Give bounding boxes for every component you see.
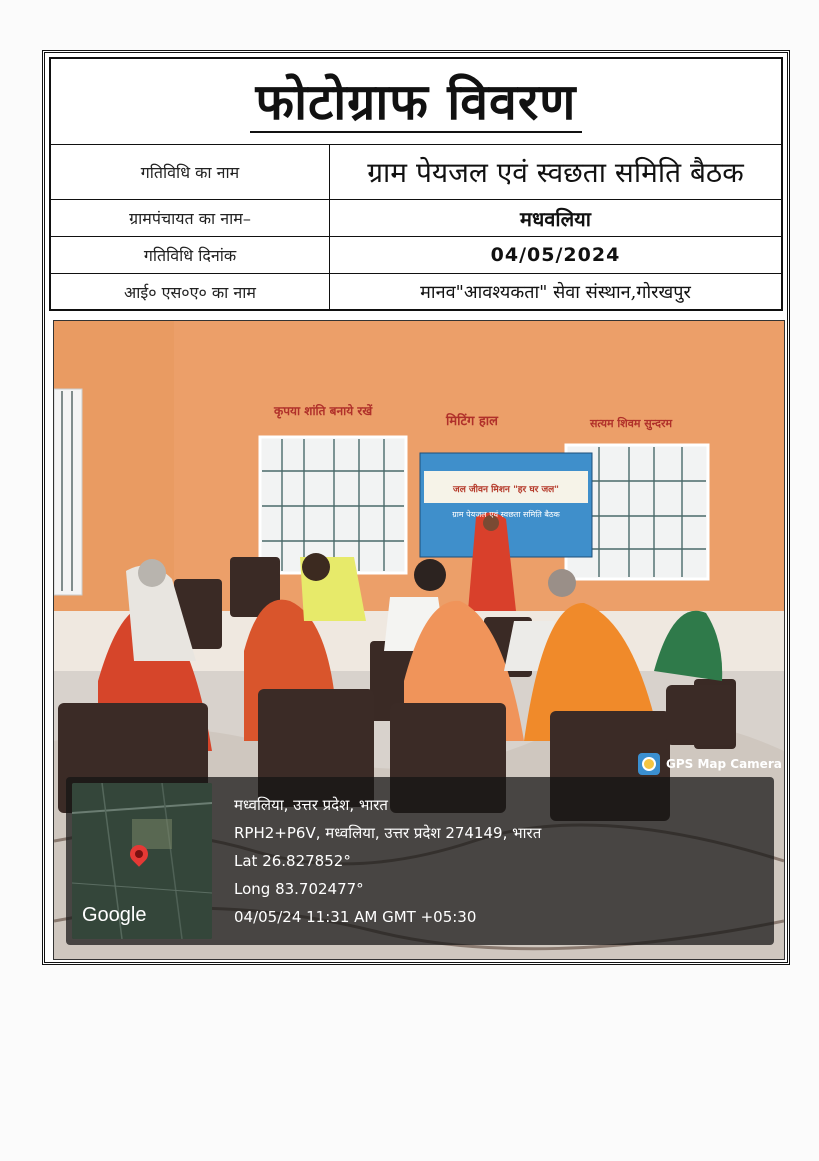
- value-ngo: मानव"आवश्यकता" सेवा संस्थान,गोरखपुर: [330, 274, 782, 311]
- gps-camera-icon: [638, 753, 660, 775]
- value-activity: ग्राम पेयजल एवं स्वछता समिति बैठक: [330, 145, 782, 200]
- wall-sign-meeting-hall: मिटिंग हाल: [446, 414, 498, 429]
- label-panchayat: ग्रामपंचायत का नाम–: [51, 200, 330, 237]
- gps-app-name: GPS Map Camera: [666, 757, 782, 771]
- gps-address: RPH2+P6V, मध्वलिया, उत्तर प्रदेश 274149, भारत: [234, 824, 542, 842]
- header-box: [49, 57, 783, 311]
- row-panchayat: [51, 200, 781, 237]
- row-ngo: [51, 274, 781, 311]
- row-activity: [51, 145, 781, 200]
- google-logo: Google: [82, 904, 147, 926]
- banner-line-1: जल जीवन मिशन "हर घर जल": [453, 485, 559, 495]
- gps-place: मध्वलिया, उत्तर प्रदेश, भारत: [234, 796, 388, 814]
- row-date: [51, 237, 781, 274]
- wall-sign-silence: कृपया शांति बनाये रखें: [274, 404, 373, 418]
- info-table: [51, 145, 781, 310]
- gps-datetime: 04/05/24 11:31 AM GMT +05:30: [234, 908, 477, 926]
- wall-sign-satyam: सत्यम शिवम सुन्दरम: [590, 417, 673, 430]
- value-panchayat: मधवलिया: [330, 200, 782, 237]
- gps-longitude: Long 83.702477°: [234, 880, 364, 898]
- banner-line-2: ग्राम पेयजल एवं स्वछता समिति बैठक: [452, 510, 560, 519]
- label-date: गतिविधि दिनांक: [51, 237, 330, 274]
- meeting-photo: [53, 320, 785, 960]
- label-activity: गतिविधि का नाम: [51, 145, 330, 200]
- mini-map: [72, 783, 212, 939]
- gps-metadata: [234, 791, 541, 931]
- document-frame: [42, 50, 790, 965]
- gps-camera-label: [638, 751, 782, 777]
- page-title: फोटोग्राफ विवरण: [51, 59, 781, 145]
- label-ngo: आई० एस०ए० का नाम: [51, 274, 330, 311]
- gps-info-overlay: [66, 777, 774, 945]
- gps-latitude: Lat 26.827852°: [234, 852, 351, 870]
- value-date: 04/05/2024: [330, 237, 782, 274]
